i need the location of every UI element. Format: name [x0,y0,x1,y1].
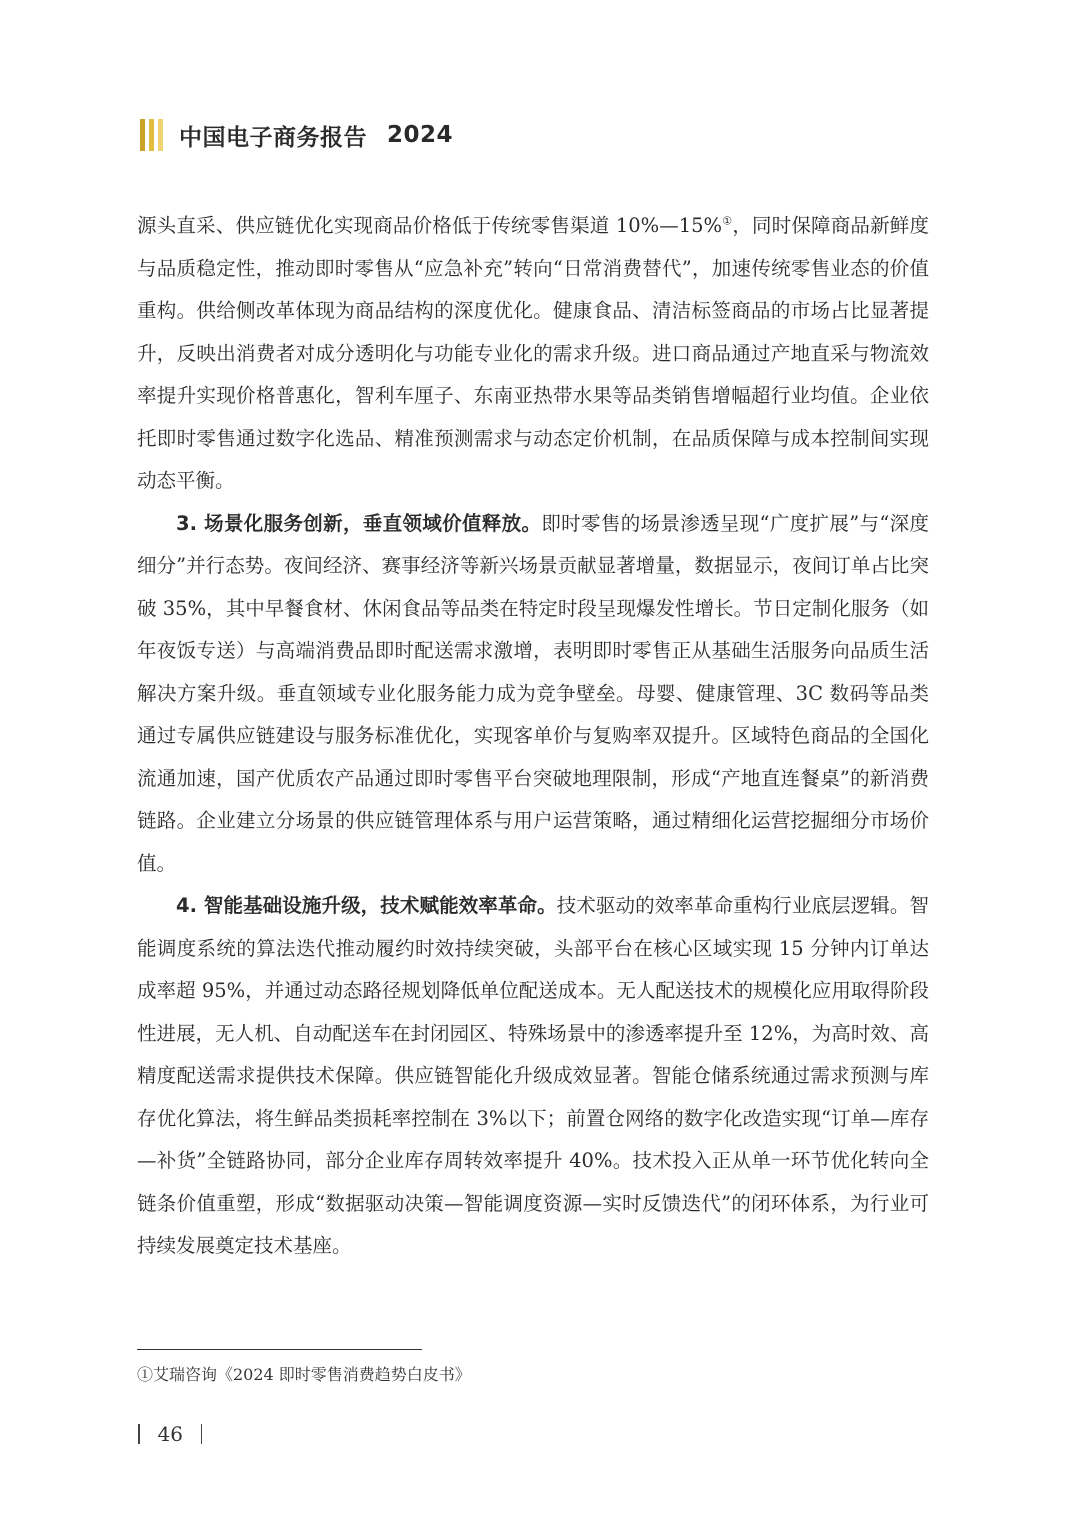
paragraph-1-text-b: ，同时保障商品新鲜度与品质稳定性，推动即时零售从“应急补充”转向“日常消费替代”，加速传统零售业态的价值重构。供给侧改革体现为商品结构的深度优化。健康食品、清洁标签商品的市场占比显著提升，反映出消费者对成分透明化与功能专业化的需求升级。进口商品通过产地直采与物流效率提升实现价格普惠化，智利车厘子、东南亚热带水果等品类销售增幅超行业均值。企业依托即时零售通过数字化选品、精准预测需求与动态定价机制，在品质保障与成本控制间实现动态平衡。 [137,214,929,492]
header-bar-2 [149,119,154,151]
footnote: ①艾瑞咨询《2024 即时零售消费趋势白皮书》 [137,1365,471,1384]
running-header [140,118,453,152]
paragraph-3-text: 技术驱动的效率革命重构行业底层逻辑。智能调度系统的算法迭代推动履约时效持续突破，头部平台在核心区域实现 15 分钟内订单达成率超 95%，并通过动态路径规划降低单位配送成本。无人配送技术的规模化应用取得阶段性进展，无人机、自动配送车在封闭园区、特殊场景中的渗透率提升至 12%，为高时效、高精度配送需求提供技术保障。供应链智能化升级成效显著。智能仓储系统通过需求预测与库存优化算法，将生鲜品类损耗率控制在 3%以下；前置仓网络的数字化改造实现“订单—库存—补货”全链路协同，部分企业库存周转效率提升 40%。技术投入正从单一环节优化转向全链条价值重塑，形成“数据驱动决策—智能调度资源—实时反馈迭代”的闭环体系，为行业可持续发展奠定技术基座。 [137,894,929,1257]
paragraph-1 [137,205,929,503]
paragraph-1-text-a: 源头直采、供应链优化实现商品价格低于传统零售渠道 10%—15% [137,214,723,237]
page-number-left-rule [138,1424,140,1444]
header-bar-1 [140,119,145,151]
paragraph-3 [137,885,929,1268]
report-title: 中国电子商务报告 [179,124,367,151]
footnote-divider [137,1349,422,1350]
paragraph-2 [137,503,929,886]
body-text [137,205,929,1268]
paragraph-2-text: 即时零售的场景渗透呈现“广度扩展”与“深度细分”并行态势。夜间经济、赛事经济等新兴场景贡献显著增量，数据显示，夜间订单占比突破 35%，其中早餐食材、休闲食品等品类在特定时段呈现爆发性增长。节日定制化服务（如年夜饭专送）与高端消费品即时配送需求激增，表明即时零售正从基础生活服务向品质生活解决方案升级。垂直领域专业化服务能力成为竞争壁垒。母婴、健康管理、3C 数码等品类通过专属供应链建设与服务标准优化，实现客单价与复购率双提升。区域特色商品的全国化流通加速，国产优质农产品通过即时零售平台突破地理限制，形成“产地直连餐桌”的新消费链路。企业建立分场景的供应链管理体系与用户运营策略，通过精细化运营挖掘细分市场价值。 [137,511,929,875]
report-year: 2024 [387,122,454,148]
header-bars-icon [140,119,163,151]
page-number-block [138,1422,202,1446]
footnote-reference[interactable]: ① [722,214,733,228]
header-bar-3 [158,119,163,151]
paragraph-3-heading: 4. 智能基础设施升级，技术赋能效率革命。 [176,894,557,917]
page-number-right-rule [201,1424,203,1444]
paragraph-2-heading: 3. 场景化服务创新，垂直领域价值释放。 [176,511,542,535]
page-number: 46 [157,1422,183,1446]
